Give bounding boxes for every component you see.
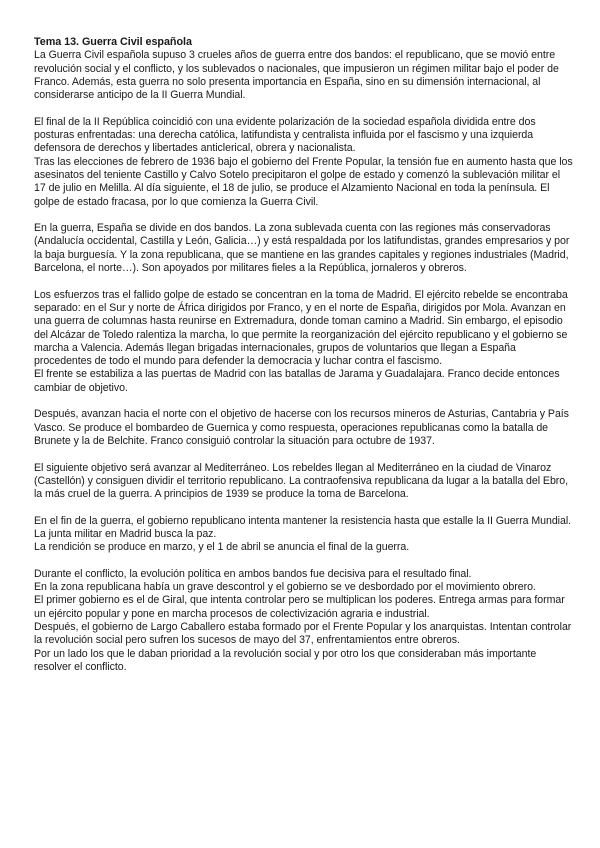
- document-page: [34, 36, 574, 688]
- paragraph: [34, 462, 574, 502]
- paragraph-line: La Guerra Civil española supuso 3 crueles años de guerra entre dos bandos: el republicano, que se movió entre revolución social y el conflicto, y los sublevados o nacionales, que impusieron un régimen militar bajo el poder de Franco. Además, esta guerra no solo presenta importancia en España, sino en su dimensión internacional, al considerarse anticipo de la II Guerra Mundial.: [34, 49, 559, 102]
- paragraph-line: Los esfuerzos tras el fallido golpe de estado se concentran en la toma de Madrid. El ejército rebelde se encontraba separado: en el Sur y norte de África dirigidos por Franco, y en el norte de España, dirigidos por Mola. Avanzan en una guerra de columnas hasta reunirse en Extremadura, donde toman camino a Madrid. Sin embargo, el episodio del Alcázar de Toledo ralentiza la marcha, lo que permite la reorganización del ejército republicano y el gobierno se marcha a Valencia. Además llegan brigadas internacionales, grupos de voluntarios que llegan a España procedentes de todo el mundo para defender la democracia y luchar contra el fascismo.: [34, 288, 568, 368]
- paragraph: [34, 408, 574, 448]
- paragraph-line: Tras las elecciones de febrero de 1936 bajo el gobierno del Frente Popular, la tensión fue en aumento hasta que los asesinatos del teniente Castillo y Calvo Sotelo precipitaron el golpe de estado y comenzó la sublevación militar el 17 de julio en Melilla. Al día siguiente, el 18 de julio, se produce el Alzamiento Nacional en toda la península. El golpe de estado fracasa, por lo que comienza la Guerra Civil.: [34, 155, 573, 208]
- paragraph: [34, 49, 574, 102]
- paragraph-line: El frente se estabiliza a las puertas de Madrid con las batallas de Jarama y Guadalajara. Franco decide entonces cambiar de objetivo.: [34, 368, 560, 394]
- paragraph: [34, 515, 574, 555]
- paragraph: [34, 568, 574, 674]
- paragraph-line: En el fin de la guerra, el gobierno republicano intenta mantener la resistencia hasta que estalle la II Guerra Mundial. La junta militar en Madrid busca la paz.: [34, 514, 572, 540]
- paragraph-line: La rendición se produce en marzo, y el 1 de abril se anuncia el final de la guerra.: [34, 541, 410, 554]
- paragraph-line: Durante el conflicto, la evolución política en ambos bandos fue decisiva para el resultado final.: [34, 567, 472, 580]
- paragraph-line: Después, el gobierno de Largo Caballero estaba formado por el Frente Popular y los anarquistas. Intentan controlar la revolución social pero sufren los sucesos de mayo del 37, enfrentamientos entre obreros.: [34, 621, 572, 647]
- paragraph: [34, 289, 574, 395]
- paragraph-line: Después, avanzan hacia el norte con el objetivo de hacerse con los recursos mineros de Asturias, Cantabria y País Vasco. Se produce el bombardeo de Guernica y como respuesta, operaciones republicanas como la batalla de Brunete y la de Belchite. Franco consiguió controlar la situación para octubre de 1937.: [34, 408, 569, 447]
- document-title: Tema 13. Guerra Civil española: [34, 36, 192, 48]
- paragraph-line: El final de la II República coincidió con una evidente polarización de la sociedad española dividida entre dos posturas enfrentadas: una derecha católica, latifundista y centralista influida por el fascismo y una izquierda defensora de derechos y libertades anticlerical, obrera y nacionalista.: [34, 115, 536, 155]
- paragraph: [34, 116, 574, 209]
- paragraph: [34, 222, 574, 275]
- paragraph-line: En la guerra, España se divide en dos bandos. La zona sublevada cuenta con las regiones más conservadoras (Andalucía occidental, Castilla y León, Galicia…) y está respaldada por los latifundistas, grandes empresarios y por la baja burguesía. Y la zona republicana, que se mantiene en las grandes capitales y regiones industriales (Madrid, Barcelona, el norte…). Son apoyados por militares fieles a la República, jornaleros y obreros.: [34, 222, 570, 275]
- paragraph-line: Por un lado los que le daban prioridad a la revolución social y por otro los que consideraban más importante resolver el conflicto.: [34, 647, 537, 673]
- paragraph-line: El siguiente objetivo será avanzar al Mediterráneo. Los rebeldes llegan al Mediterráneo en la ciudad de Vinaroz (Castellón) y consiguen dividir el territorio republicano. La contraofensiva republicana da lugar a la batalla del Ebro, la más cruel de la guerra. A principios de 1939 se produce la toma de Barcelona.: [34, 461, 569, 501]
- paragraph-line: En la zona republicana había un grave descontrol y el gobierno se ve desbordado por el movimiento obrero.: [34, 581, 536, 594]
- paragraph-line: El primer gobierno es el de Giral, que intenta controlar pero se multiplican los poderes. Entrega armas para formar un ejército popular y pone en marcha procesos de colectivización agraria e industrial.: [34, 594, 565, 620]
- document-body: [34, 49, 574, 674]
